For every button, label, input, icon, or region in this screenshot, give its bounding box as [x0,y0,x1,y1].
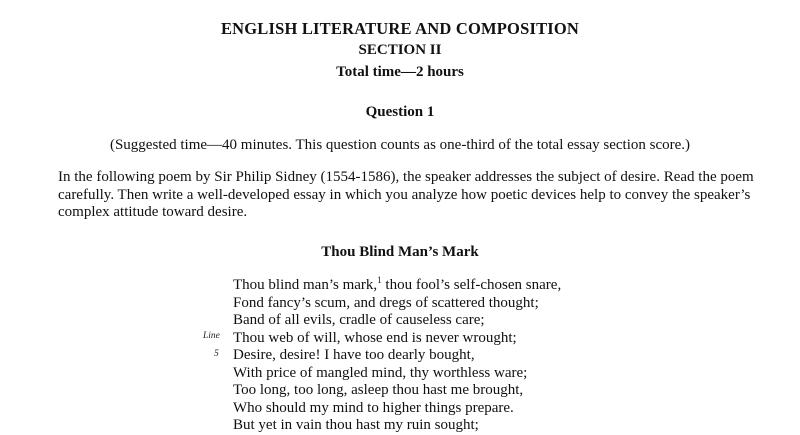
footnote-marker: 1 [377,275,382,285]
line-number-label: 5 [214,349,219,359]
prompt-line: carefully. Then write a well-developed essay in which you analyze how poetic devices help to convey the speaker’s [58,186,751,203]
suggested-time-note: (Suggested time—40 minutes. This question counts as one-third of the total essay section score.) [109,137,691,153]
poem-line [233,277,561,295]
prompt-line: complex attitude toward desire. [58,204,248,220]
line-margin-label: Line [203,331,220,341]
section-title: SECTION II [358,42,442,58]
course-title: ENGLISH LITERATURE AND COMPOSITION [220,19,580,38]
poem-line: Band of all evils, cradle of causeless care; [233,312,485,328]
poem-line: Thou web of will, whose end is never wrought; [233,329,517,346]
total-time: Total time—2 hours [336,64,464,80]
poem-line: Who should my mind to higher things prepare. [233,399,514,416]
poem-line-text: Thou blind man’s mark, [233,277,378,293]
poem-line: But yet in vain thou hast my ruin sought; [233,417,479,433]
question-title: Question 1 [365,104,435,120]
poem-line: Desire, desire! I have too dearly bought, [233,347,475,363]
poem-title: Thou Blind Man’s Mark [321,244,479,260]
poem-line-text: thou fool’s self-chosen snare, [381,277,562,293]
prompt-line: In the following poem by Sir Philip Sidney (1554-1586), the speaker addresses the subject of desire. Read the poem [58,169,754,185]
question-prompt [58,169,758,222]
poem-line: Too long, too long, asleep thou hast me brought, [233,382,524,398]
poem-body [233,277,561,435]
poem-line: With price of mangled mind, thy worthless ware; [233,364,528,381]
poem-line: Fond fancy’s scum, and dregs of scattered thought; [233,294,539,311]
